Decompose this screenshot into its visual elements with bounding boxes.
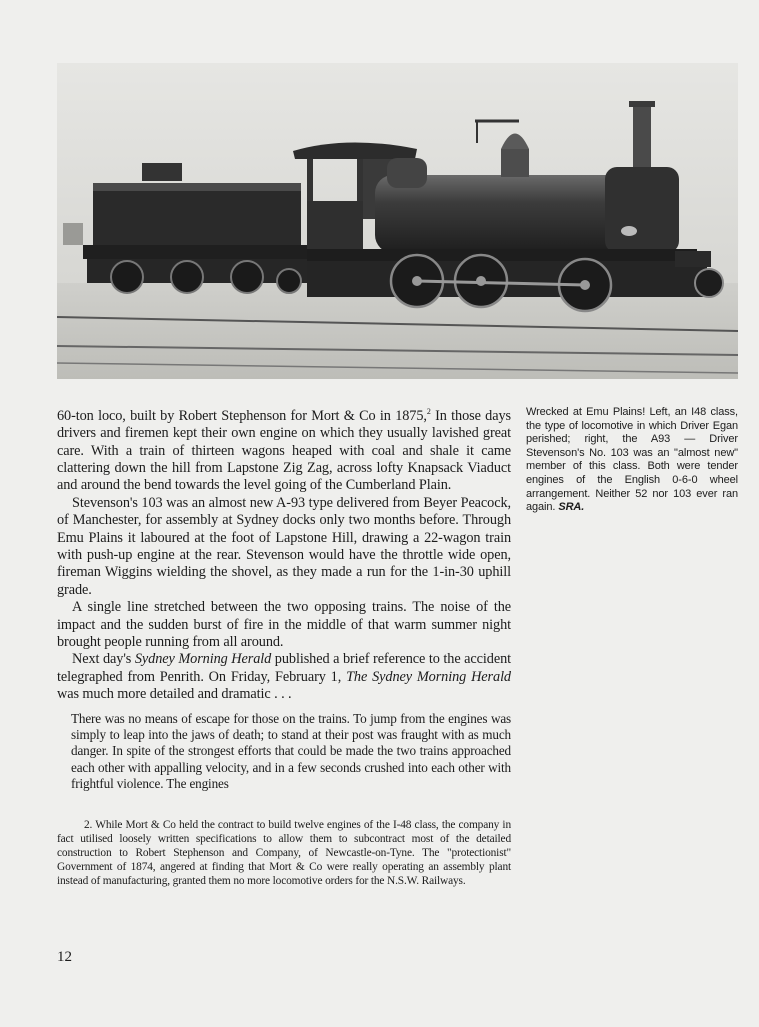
caption-credit: SRA. xyxy=(558,501,585,514)
footnote-text: 2. While Mort & Co held the contract to build twelve engines of the I-48 class, the company in fact utilised loosely written specifications to allow them to subcontract most of the detailed construction to Robert Stephenson and Company, of Newcastle-on-Tyne. The "protectionist" Government of 1874, angered at finding that Mort & Co were really operating an assembly plant instead of manufacturing, granted them no more locomotive orders for the N.S.W. Railways. xyxy=(57,819,511,888)
locomotive-illustration xyxy=(57,63,738,379)
footnote-ref: 2 xyxy=(426,407,431,416)
buffer-beam xyxy=(675,251,711,267)
paragraph-4: Next day's Sydney Morning Herald published a brief reference to the accident telegraphed from Penrith. On Friday, February 1, The Sydney Morning Herald was much more detailed and dramatic . . . xyxy=(57,651,511,703)
distant-hut xyxy=(63,223,83,245)
paragraph-3: A single line stretched between the two opposing trains. The noise of the impact and the sudden burst of fire in the middle of that warm summer night brought people running from all around. xyxy=(57,599,511,651)
paragraph-2: Stevenson's 103 was an almost new A-93 type delivered from Beyer Peacock, of Manchester, for assembly at Sydney docks only two months before. Through Emu Plains it laboured at the foot of Lapstone Hill, drawing a 22-wagon train with push-up engine at the rear. Stevenson would have the throttle wide open, fireman Wiggins wielding the shovel, as they made a run for the 1-in-30 uphill grade. xyxy=(57,494,511,598)
newspaper-quote xyxy=(71,711,511,792)
photo-caption xyxy=(526,406,738,515)
leading-wheel xyxy=(695,269,723,297)
main-text xyxy=(57,403,511,704)
quote-text: There was no means of escape for those on the trains. To jump from the engines was simply to leap into the jaws of death; to stand at their post was fraught with as much danger. In spite of the strongest efforts that could be made the two trains approached each other with appalling velocity, and in a few seconds crushed into each other with frightful violence. The engines xyxy=(71,711,511,791)
caption-text: Wrecked at Emu Plains! Left, an I48 class, the type of locomotive in which Driver Egan perished; right, the A93 — Driver Stevenson's No. 103 was an "almost new" member of this class. Both were tender engines of the English 0-6-0 wheel arrangement. Neither 52 nor 103 ever ran again. xyxy=(526,406,738,514)
page-number: 12 xyxy=(57,949,72,965)
paragraph-1: 60-ton loco, built by Robert Stephenson for Mort & Co in 1875,$^2$ In those days drivers and firemen kept their own engine on which they usually lavished great care. With a train of thirteen wagons heaped with coal and shale it came clattering down the hill from Lapstone Zig Zag, across lofty Knapsack Viaduct and around the bend towards the level going of the Cumberland Plain. xyxy=(57,407,511,494)
running-board xyxy=(307,249,697,261)
footnote xyxy=(57,818,511,888)
locomotive-photo xyxy=(57,63,738,379)
